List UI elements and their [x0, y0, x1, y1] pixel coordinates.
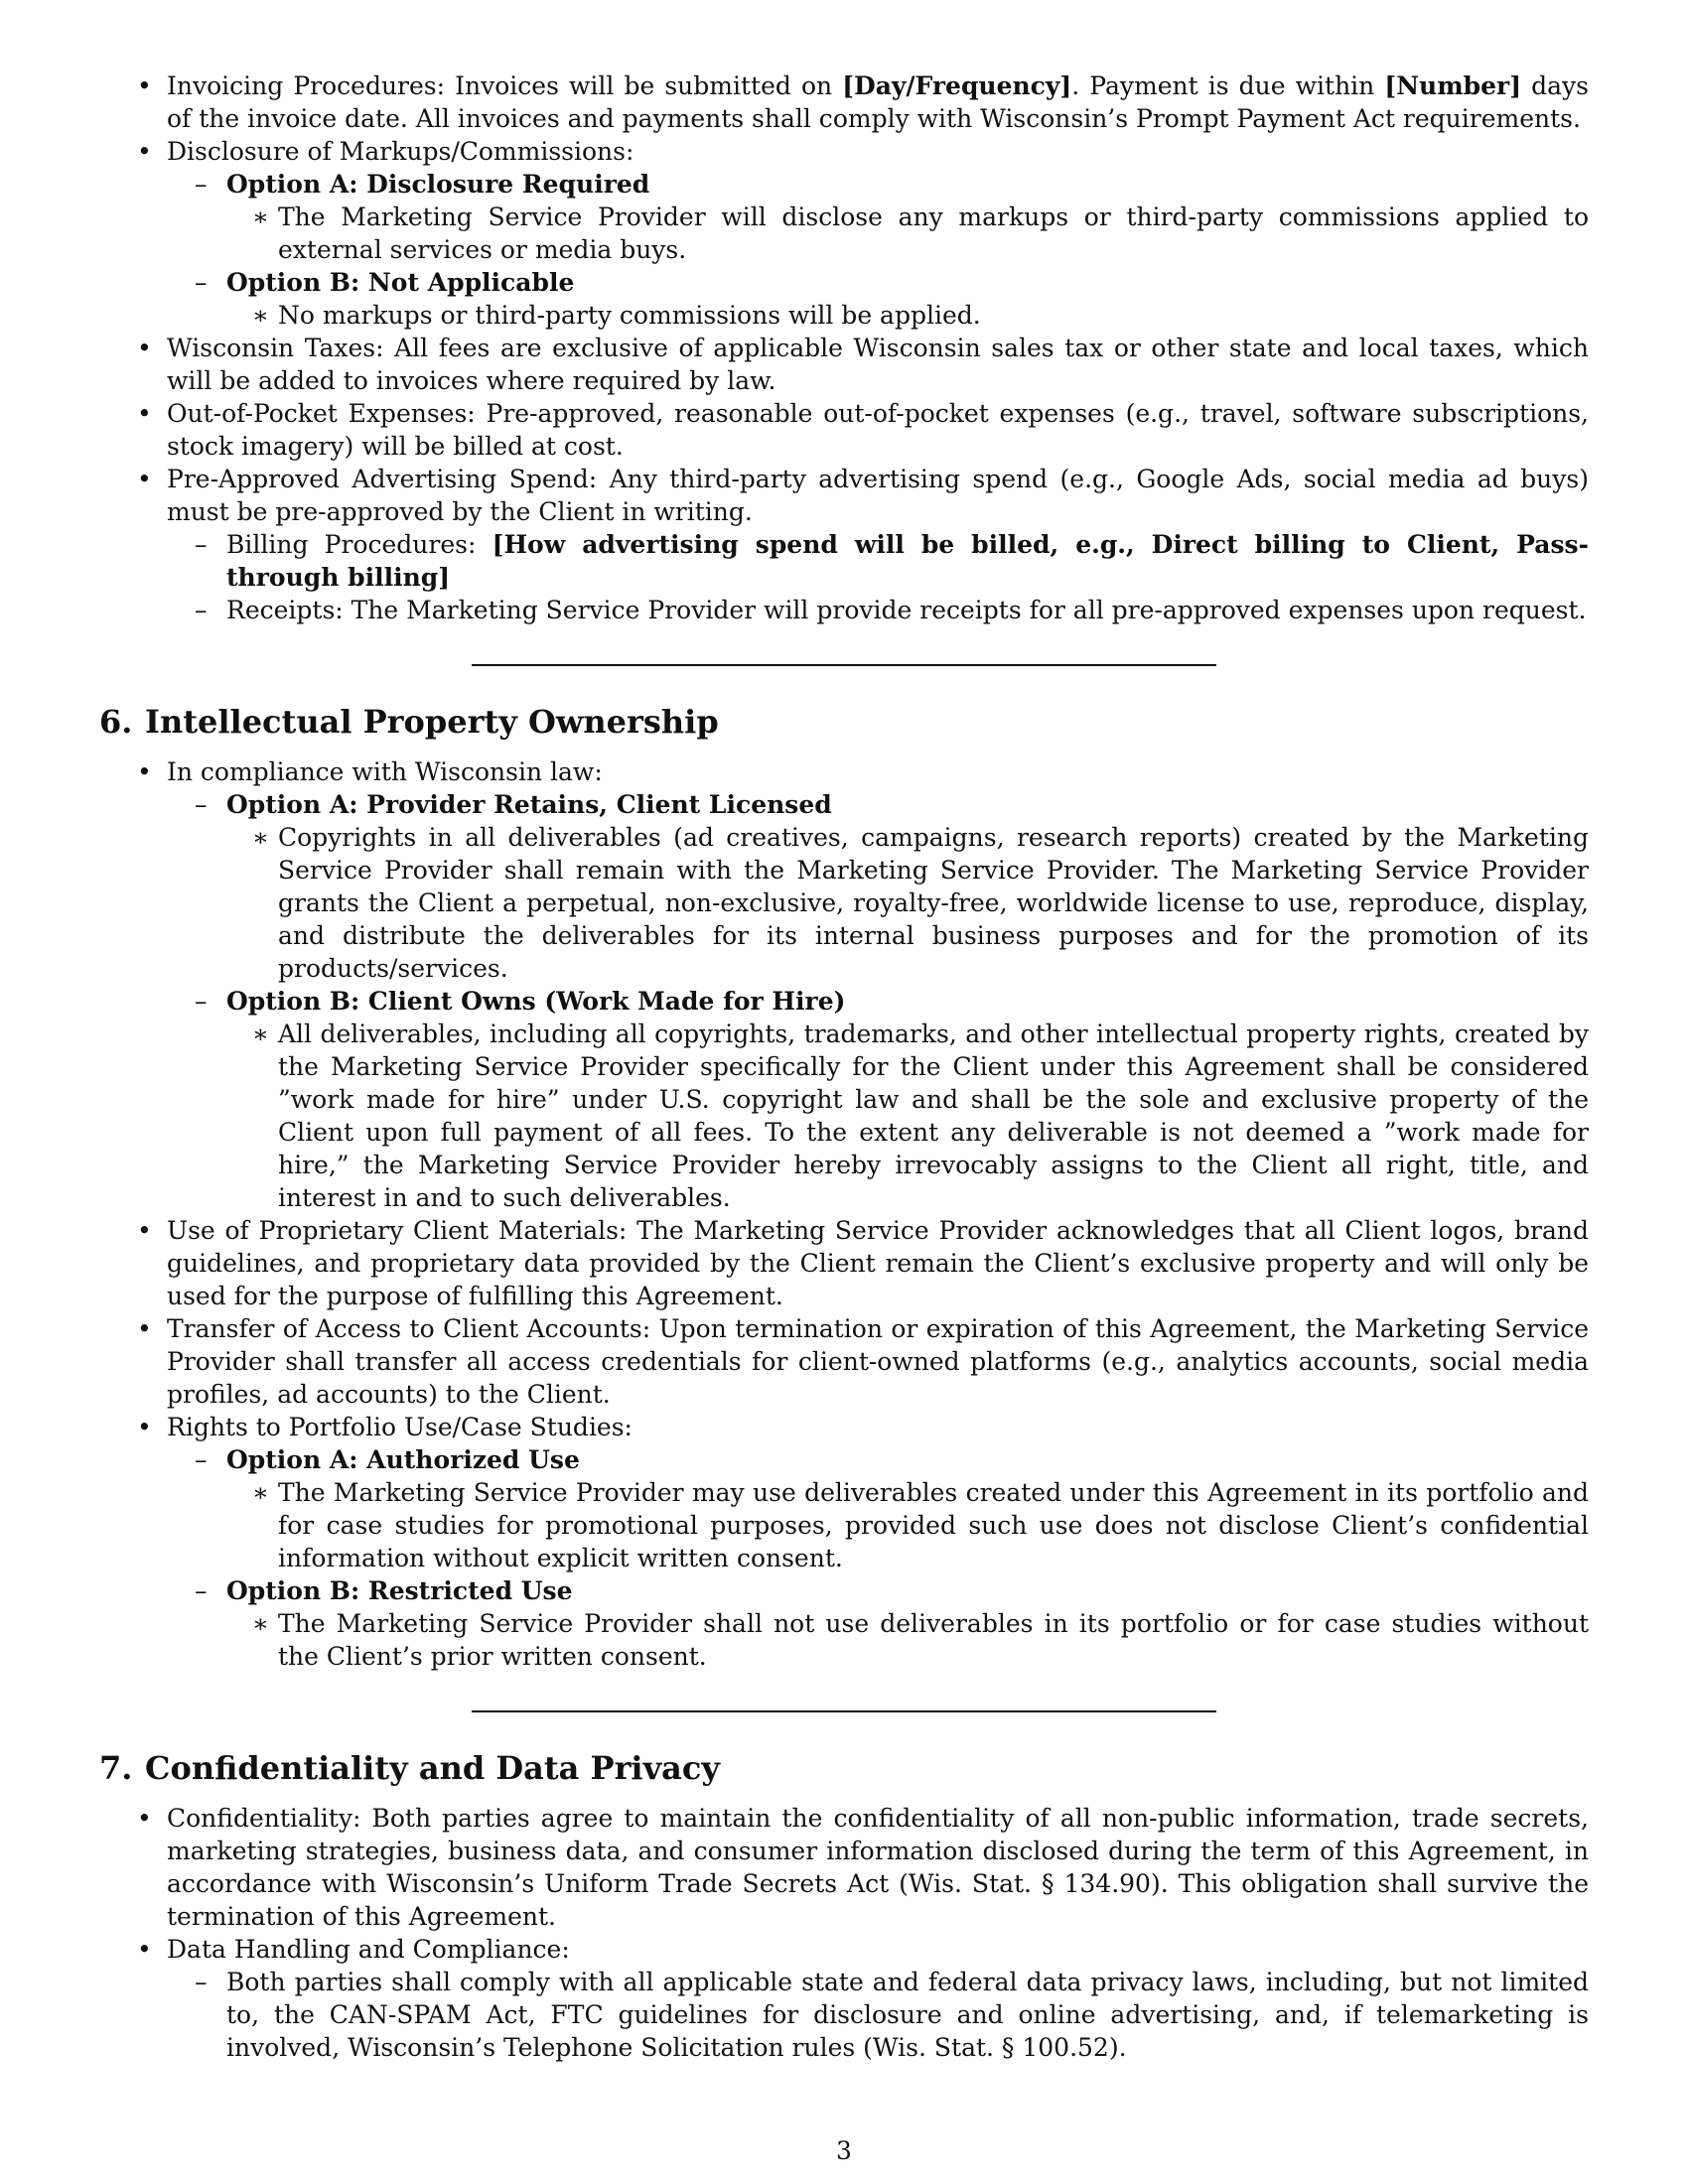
page-number: 3 [836, 2136, 852, 2165]
billing-procedures-item: – Billing Procedures: [How advertising spend will be billed, e.g., Direct billing to Client, Pass-through billing] [167, 528, 1589, 594]
wisconsin-taxes-item: • Wisconsin Taxes: All fees are exclusive of applicable Wisconsin sales tax or other state and local taxes, which will be added to invoices where required by law. [99, 332, 1589, 397]
markups-option-b-text: ∗ No markups or third-party commissions will be applied. [226, 299, 1589, 332]
section-divider [472, 1710, 1216, 1712]
section-7-heading: 7. Confidentiality and Data Privacy [99, 1749, 720, 1787]
portfolio-option-a: – Option A: Authorized Use ∗ The Marketing Service Provider may use deliverables created under this Agreement in its portfolio and for case studies for promotional purposes, provided such use does not disclose Client’s confidential information without explicit written consent. [167, 1443, 1589, 1574]
portfolio-option-b-text: ∗ The Marketing Service Provider shall not use deliverables in its portfolio or for case studies without the Client’s prior written consent. [226, 1607, 1589, 1673]
document-page [99, 69, 1589, 2064]
ip-option-a-text: ∗ Copyrights in all deliverables (ad creatives, campaigns, research reports) created by the Marketing Service Provider shall remain with the Marketing Service Provider. The Marketing Service Provider grants the Client a perpetual, non-exclusive, royalty-free, worldwide license to use, reproduce, display, and distribute the deliverables for its internal business purposes and for the promotion of its products/services. [226, 821, 1589, 985]
transfer-access-item: • Transfer of Access to Client Accounts: Upon termination or expiration of this Agreement, the Marketing Service Provider shall transfer all access credentials for client-owned platforms (e.g., analytics accounts, social media profiles, ad accounts) to the Client. [99, 1312, 1589, 1411]
ad-spend-item: • Pre-Approved Advertising Spend: Any third-party advertising spend (e.g., Google Ads, social media ad buys) must be pre-approved by the Client in writing. – Billing Procedures: [How advertising spend will be billed, e.g., Direct billing to Client, Pass-through billing] – Receipts: The Marketing Service Provider will provide receipts for all pre-approved expenses upon request. [99, 463, 1589, 626]
portfolio-use-item: • Rights to Portfolio Use/Case Studies: – Option A: Authorized Use ∗ The Marketing Service Provider may use deliverables created under this Agreement in its portfolio and for case studies for promotional purposes, provided such use does not disclose Client’s confidential information without explicit written consent. – Option B: Restricted Use ∗ The Marketing Service Provider shall not use deliverables in its portfolio or for case studies without the Client’s prior written consent. [99, 1411, 1589, 1673]
markups-option-a: – Option A: Disclosure Required ∗ The Marketing Service Provider will disclose any markups or third-party commissions applied to external services or media buys. [167, 168, 1589, 266]
markups-option-b: – Option B: Not Applicable ∗ No markups or third-party commissions will be applied. [167, 266, 1589, 332]
portfolio-option-b: – Option B: Restricted Use ∗ The Marketing Service Provider shall not use deliverables in its portfolio or for case studies without the Client’s prior written consent. [167, 1574, 1589, 1673]
invoicing-procedures-item: • Invoicing Procedures: Invoices will be submitted on [Day/Frequency]. Payment is due within [Number] days of the invoice date. All invoices and payments shall comply with Wisconsin’s Prompt Payment Act requirements. [99, 69, 1589, 135]
section-6-list [99, 755, 1589, 1673]
payment-terms-list [99, 69, 1589, 626]
day-frequency-placeholder: [Day/Frequency] [842, 71, 1072, 100]
number-placeholder: [Number] [1384, 71, 1522, 100]
receipts-item: – Receipts: The Marketing Service Provider will provide receipts for all pre-approved expenses upon request. [167, 594, 1589, 626]
confidentiality-item: • Confidentiality: Both parties agree to maintain the confidentiality of all non-public information, trade secrets, marketing strategies, business data, and consumer information disclosed during the term of this Agreement, in accordance with Wisconsin’s Uniform Trade Secrets Act (Wis. Stat. § 134.90). This obligation shall survive the termination of this Agreement. [99, 1802, 1589, 1933]
markups-item: • Disclosure of Markups/Commissions: – Option A: Disclosure Required ∗ The Marketing Service Provider will disclose any markups or third-party commissions applied to external services or media buys. – Option B: Not Applicable ∗ No markups or third-party commissions will be applied. [99, 135, 1589, 332]
ip-option-b-text: ∗ All deliverables, including all copyrights, trademarks, and other intellectual property rights, created by the Marketing Service Provider specifically for the Client under this Agreement shall be considered ”work made for hire” under U.S. copyright law and shall be the sole and exclusive property of the Client upon full payment of all fees. To the extent any deliverable is not deemed a ”work made for hire,” the Marketing Service Provider hereby irrevocably assigns to the Client all right, title, and interest in and to such deliverables. [226, 1018, 1589, 1214]
section-6-heading: 6. Intellectual Property Ownership [99, 703, 719, 741]
section-7-list [99, 1802, 1589, 2064]
ip-option-a: – Option A: Provider Retains, Client Licensed ∗ Copyrights in all deliverables (ad creatives, campaigns, research reports) created by the Marketing Service Provider shall remain with the Marketing Service Provider. The Marketing Service Provider grants the Client a perpetual, non-exclusive, royalty-free, worldwide license to use, reproduce, display, and distribute the deliverables for its internal business purposes and for the promotion of its products/services. [167, 788, 1589, 985]
out-of-pocket-item: • Out-of-Pocket Expenses: Pre-approved, reasonable out-of-pocket expenses (e.g., travel, software subscriptions, stock imagery) will be billed at cost. [99, 397, 1589, 463]
data-compliance-text: – Both parties shall comply with all applicable state and federal data privacy laws, including, but not limited to, the CAN-SPAM Act, FTC guidelines for disclosure and online advertising, and, if telemarketing is involved, Wisconsin’s Telephone Solicitation rules (Wis. Stat. § 100.52). [167, 1966, 1589, 2064]
proprietary-materials-item: • Use of Proprietary Client Materials: The Marketing Service Provider acknowledges that all Client logos, brand guidelines, and proprietary data provided by the Client remain the Client’s exclusive property and will only be used for the purpose of fulfilling this Agreement. [99, 1214, 1589, 1312]
portfolio-option-a-text: ∗ The Marketing Service Provider may use deliverables created under this Agreement in its portfolio and for case studies for promotional purposes, provided such use does not disclose Client’s confidential information without explicit written consent. [226, 1476, 1589, 1574]
section-divider [472, 664, 1216, 666]
data-handling-item: • Data Handling and Compliance: – Both parties shall comply with all applicable state and federal data privacy laws, including, but not limited to, the CAN-SPAM Act, FTC guidelines for disclosure and online advertising, and, if telemarketing is involved, Wisconsin’s Telephone Solicitation rules (Wis. Stat. § 100.52). [99, 1933, 1589, 2064]
markups-option-a-text: ∗ The Marketing Service Provider will disclose any markups or third-party commissions applied to external services or media buys. [226, 201, 1589, 266]
ip-option-b: – Option B: Client Owns (Work Made for Hire) ∗ All deliverables, including all copyrights, trademarks, and other intellectual property rights, created by the Marketing Service Provider specifically for the Client under this Agreement shall be considered ”work made for hire” under U.S. copyright law and shall be the sole and exclusive property of the Client upon full payment of all fees. To the extent any deliverable is not deemed a ”work made for hire,” the Marketing Service Provider hereby irrevocably assigns to the Client all right, title, and interest in and to such deliverables. [167, 985, 1589, 1214]
ip-compliance-item: • In compliance with Wisconsin law: – Option A: Provider Retains, Client Licensed ∗ Copyrights in all deliverables (ad creatives, campaigns, research reports) created by the Marketing Service Provider shall remain with the Marketing Service Provider. The Marketing Service Provider grants the Client a perpetual, non-exclusive, royalty-free, worldwide license to use, reproduce, display, and distribute the deliverables for its internal business purposes and for the promotion of its products/services. – Option B: Client Owns (Work Made for Hire) ∗ All deliverables, including all copyrights, trademarks, and other intellectual property rights, created by the Marketing Service Provider specifically for the Client under this Agreement shall be considered ”work made for hire” under U.S. copyright law and shall be the sole and exclusive property of the Client upon full payment of all fees. To the extent any deliverable is not deemed a ”work made for hire,” the Marketing Service Provider hereby irrevocably assigns to the Client all right, title, and interest in and to such deliverables. [99, 755, 1589, 1214]
